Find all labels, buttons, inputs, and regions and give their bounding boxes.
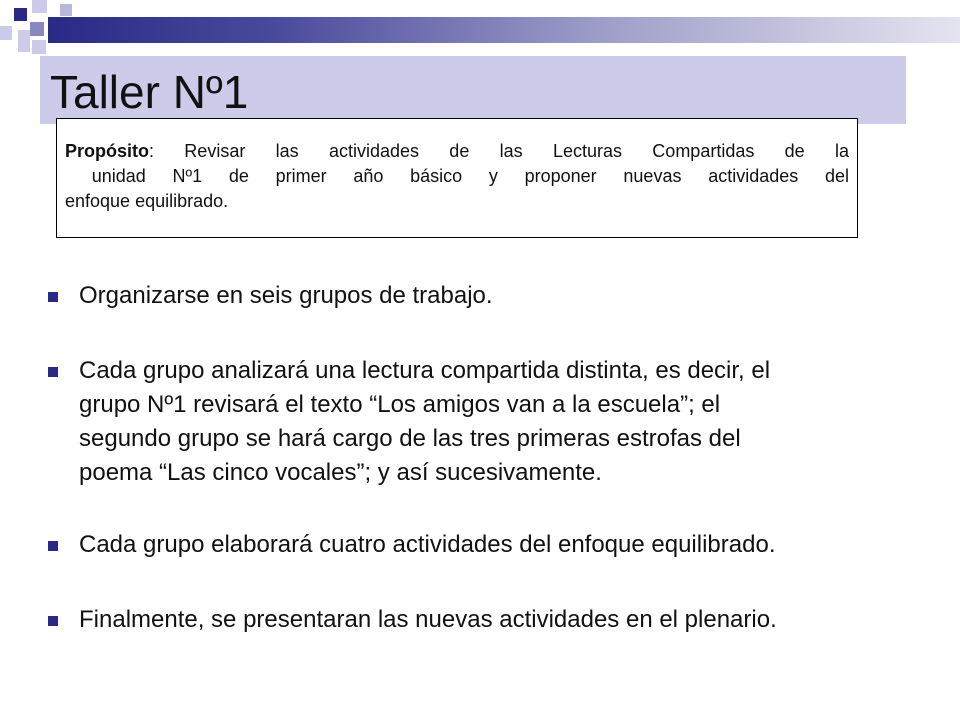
purpose-label: Propósito xyxy=(65,141,149,161)
bullet-3-line-1: Cada grupo elaborará cuatro actividades del enfoque equilibrado. xyxy=(79,531,776,558)
bullet-4-line-1: Finalmente, se presentaran las nuevas actividades en el plenario. xyxy=(79,606,777,633)
purpose-line-1 xyxy=(65,139,849,164)
decorative-square-dark-1 xyxy=(14,8,27,21)
bullet-item-2 xyxy=(48,354,770,490)
decorative-square-light-4 xyxy=(32,40,46,54)
square-bullet-icon xyxy=(48,292,58,302)
purpose-line-3: enfoque equilibrado. xyxy=(65,191,229,211)
decorative-square-light-3 xyxy=(18,30,30,52)
bullet-1-line-1: Organizarse en seis grupos de trabajo. xyxy=(79,282,493,309)
square-bullet-icon xyxy=(48,367,58,377)
square-bullet-icon xyxy=(48,541,58,551)
bullet-item-4 xyxy=(48,603,777,637)
bullet-2-line-4: poema “Las cinco vocales”; y así sucesivamente. xyxy=(79,459,602,486)
bullet-2-line-2: grupo Nº1 revisará el texto “Los amigos van a la escuela”; el xyxy=(79,391,721,418)
decorative-square-light-1 xyxy=(32,0,47,13)
header-gradient-bar xyxy=(48,17,960,43)
decorative-square-mid-2 xyxy=(60,4,72,16)
decorative-square-light-2 xyxy=(0,26,12,40)
bullet-2-line-1: Cada grupo analizará una lectura compartida distinta, es decir, el xyxy=(79,357,771,384)
bullet-item-1 xyxy=(48,279,493,313)
bullet-item-3 xyxy=(48,528,775,562)
purpose-line-2: unidad Nº1 de primer año básico y proponer nuevas actividades del xyxy=(65,166,849,186)
square-bullet-icon xyxy=(48,616,58,626)
purpose-box xyxy=(56,118,858,238)
decorative-square-mid-1 xyxy=(30,22,44,36)
purpose-text-1: : Revisar las actividades de las Lecturas Compartidas de la xyxy=(149,141,849,161)
slide-title: Taller Nº1 xyxy=(50,66,249,118)
bullet-2-line-3: segundo grupo se hará cargo de las tres primeras estrofas del xyxy=(79,425,741,452)
